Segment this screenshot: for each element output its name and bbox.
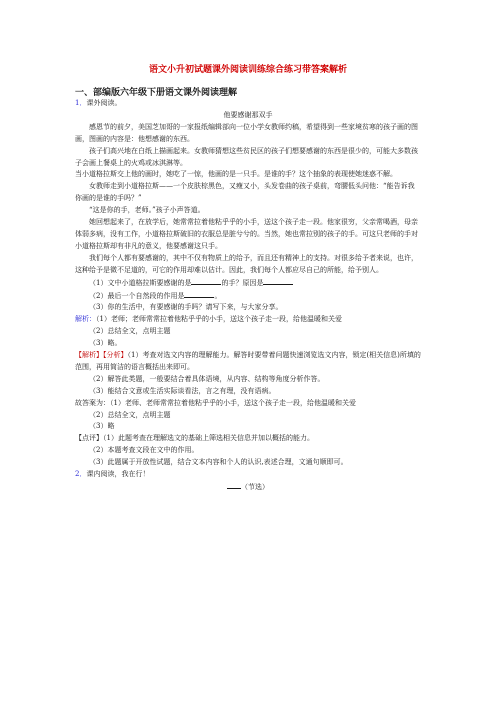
comment-paragraph: （3）此题属于开放性试题，结合文本内容和个人的认识,表述合理，文通句顺即可。 bbox=[89, 458, 348, 467]
document-title: 语文小升初试题课外阅读训练综合练习带答案解析 bbox=[148, 65, 347, 75]
passage-paragraph: 我们每个人都有要感谢的，其中不仅有物质上的给予，而且还有精神上的支持。对很多给予者来说，也许，这种给予是微不足道的，可它的作用却难以估计。因此，我们每个人都应尽自己的所能，给予别人。 bbox=[75, 253, 418, 274]
answer-line: （2）总结全文，点明主题 bbox=[89, 327, 171, 336]
question-number: 1． bbox=[75, 99, 87, 107]
analysis-paragraph: 故答案为：（1）老师、老师常常拉着他粘乎乎的小手，送这个孩子走一段，给他温暖和关爱 bbox=[75, 398, 356, 407]
title-blank bbox=[227, 481, 241, 489]
sub-question-3: （3）你的生活中，有要感谢的手吗？请写下来，与大家分享。 bbox=[89, 303, 283, 312]
passage-title: 他要感谢那双手 bbox=[223, 110, 273, 119]
passage-paragraph: 孩子们高兴地在白纸上描画起来。女教师猜想这些贫民区的孩子们想要感谢的东西是很少的，可能大多数孩子会画上餐桌上的火鸡或冰淇淋等。 bbox=[75, 146, 418, 167]
section-heading: 一、部编版六年级下册语文课外阅读理解 bbox=[75, 88, 238, 98]
sub-question-2: （2）最后一个自然段的作用是 。 bbox=[89, 291, 222, 300]
comment-paragraph: （2）本题考查文段在文中的作用。 bbox=[89, 446, 199, 455]
answer-blank bbox=[263, 277, 293, 285]
sub-question-1: （1）文中小道格拉斯要感谢的是 的手？原因是 bbox=[75, 277, 421, 290]
passage-paragraph: “这是你的手，老师。”孩子小声答道。 bbox=[89, 206, 205, 215]
passage-paragraph: 女教师走到小道格拉斯——一个皮肤棕黑色，又瘦又小，头发卷曲的孩子桌前，弯腰低头问他：“能告诉我你画的是谁的手吗？” bbox=[75, 182, 415, 203]
answer-blank bbox=[184, 290, 214, 298]
answer-line: 解析：（1）老师；老师常常拉着他粘乎乎的小手，送这个孩子走一段，给他温暖和关爱 bbox=[75, 315, 342, 324]
analysis-paragraph: （3）能结合文意或生活实际谈看法，言之有理，没有语病。 bbox=[89, 386, 276, 395]
answer-label: 解析： bbox=[75, 315, 96, 324]
excerpt-line: （节选） bbox=[75, 481, 421, 494]
answer-blank bbox=[191, 277, 221, 285]
document-body bbox=[75, 98, 421, 494]
question-2-prompt: 2．课内阅读，我在行！ bbox=[75, 470, 150, 479]
analysis-paragraph: （2）解答此类题，一般要结合着具体语境，从内容、结构等角度分析作答。 bbox=[89, 374, 325, 383]
analysis-paragraph: 【解析】【分析】（1）考查对选文内容的理解能力。解答时要带着问题快速浏览选文内容，锁定(相关信息)所填的范围，再用简洁的语言概括出来即可。 bbox=[75, 351, 421, 371]
passage-paragraph: 当小道格拉斯交上他的画时，她吃了一惊，他画的是一只手。是谁的手？这个抽象的表现使她迷惑不解。 bbox=[75, 170, 397, 179]
question-number: 2． bbox=[75, 470, 87, 479]
analysis-label: 【解析】【分析】 bbox=[75, 351, 128, 360]
answer-line: （3）略。 bbox=[89, 339, 122, 348]
passage-paragraph: 感恩节的前夕，美国芝加哥的一家报纸编辑部向一位小学女教师约稿，希望得到一些家境贫寒的孩子画的图画，图画的内容是：他想感谢的东西。 bbox=[75, 122, 418, 143]
comment-paragraph: 【点评】（1）此题考查在理解选文的基础上筛选相关信息并加以概括的能力。 bbox=[75, 434, 314, 443]
passage-paragraph: 她回想起来了，在放学后，她常常拉着他粘乎乎的小手，送这个孩子走一段。他家很穷，父亲常喝酒，母亲体弱多病，没有工作，小道格拉斯破旧的衣服总是脏兮兮的。当然，她也常拉别的孩子的手。可这只老师的手对小道格拉斯却有非凡的意义，他要感谢这只手。 bbox=[75, 218, 418, 250]
analysis-paragraph: （2）总结全文，点明主题 bbox=[89, 410, 171, 419]
comment-label: 【点评】 bbox=[75, 434, 103, 443]
question-1-prompt: 1．课外阅读。 bbox=[75, 99, 122, 107]
analysis-paragraph: （3）略 bbox=[89, 422, 115, 431]
